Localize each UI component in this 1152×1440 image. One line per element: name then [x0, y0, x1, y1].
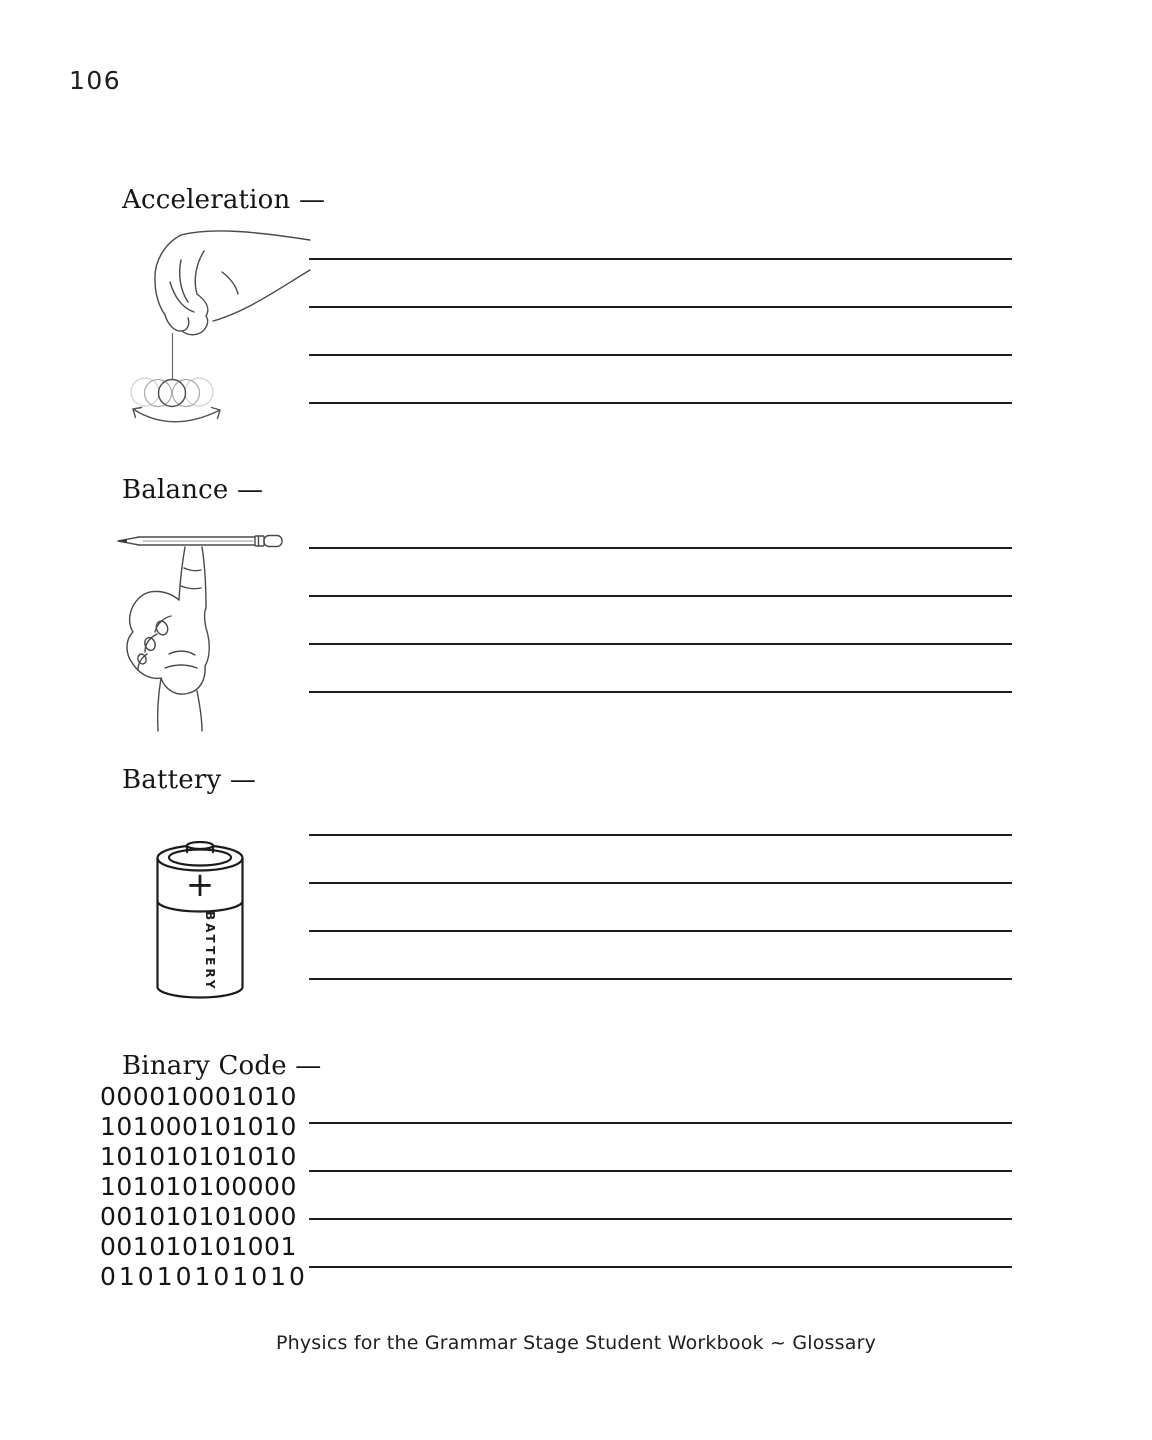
- page-number: 106: [69, 66, 122, 95]
- writing-line: [309, 547, 1012, 549]
- writing-line: [309, 1122, 1012, 1124]
- term-heading-binary-code: Binary Code —: [122, 1051, 322, 1081]
- hand-holding-string-icon: [155, 231, 310, 335]
- pencil-on-finger-illustration: [105, 528, 300, 733]
- writing-line: [309, 402, 1012, 404]
- writing-line: [309, 834, 1012, 836]
- writing-line: [309, 691, 1012, 693]
- term-heading-balance: Balance —: [122, 475, 264, 505]
- writing-line: [309, 1266, 1012, 1268]
- writing-line: [309, 1218, 1012, 1220]
- writing-line: [309, 1170, 1012, 1172]
- binary-row: 000010001010: [100, 1082, 297, 1111]
- writing-line: [309, 882, 1012, 884]
- writing-lines-binary-code: [309, 1122, 1012, 1314]
- page-footer: Physics for the Grammar Stage Student Workbook ~ Glossary: [275, 1332, 877, 1354]
- pencil-icon: [118, 536, 282, 547]
- binary-row: 001010101001: [100, 1232, 297, 1261]
- binary-code-illustration: [100, 1082, 308, 1292]
- battery-side-label: BATTERY: [203, 911, 217, 992]
- writing-line: [309, 258, 1012, 260]
- writing-line: [309, 930, 1012, 932]
- writing-line: [309, 978, 1012, 980]
- writing-lines-battery: [309, 834, 1012, 1026]
- writing-line: [309, 643, 1012, 645]
- pendulum-ball-icon: [131, 378, 213, 407]
- writing-lines-acceleration: [309, 258, 1012, 450]
- binary-row: 001010101000: [100, 1202, 297, 1231]
- swing-arrow-icon: [133, 408, 220, 422]
- writing-lines-balance: [309, 547, 1012, 739]
- writing-line: [309, 306, 1012, 308]
- writing-line: [309, 354, 1012, 356]
- pendulum-hand-illustration: [118, 226, 318, 441]
- binary-row: 01010101010: [100, 1262, 308, 1291]
- battery-illustration: [154, 841, 246, 1001]
- battery-plus-terminal: +: [185, 865, 215, 905]
- term-heading-battery: Battery —: [122, 765, 257, 795]
- binary-row: 101010100000: [100, 1172, 297, 1201]
- pointing-hand-icon: [127, 547, 209, 731]
- term-heading-acceleration: Acceleration —: [122, 185, 326, 215]
- writing-line: [309, 595, 1012, 597]
- binary-row: 101000101010: [100, 1112, 297, 1141]
- binary-row: 101010101010: [100, 1142, 297, 1171]
